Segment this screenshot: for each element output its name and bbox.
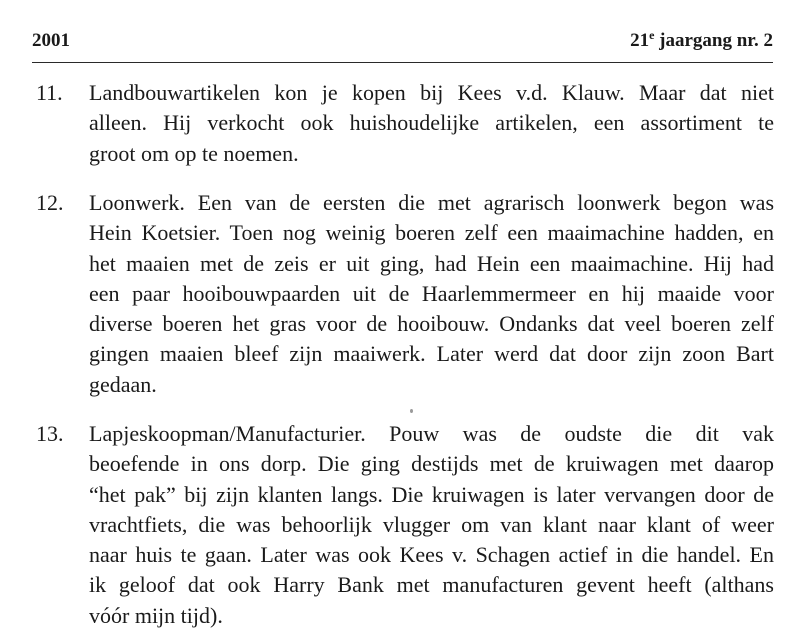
text-line: Lapjeskoopman/Manufacturier. Pouw was de oudste die dit vak: [89, 421, 774, 446]
text-line: beoefende in ons dorp. Die ging destijds met de kruiwagen met daarop: [89, 451, 774, 477]
header-year: 2001: [32, 30, 70, 51]
text-line: alleen. Hij verkocht ook huishoudelijke artikelen, een assortiment te: [89, 110, 774, 136]
text-line: “het pak” bij zijn klanten langs. Die kruiwagen is later vervangen door de: [89, 481, 774, 507]
scan-speck: [410, 409, 413, 413]
text-line: gingen maaien bleef zijn maaiwerk. Later werd dat door zijn zoon Bart: [89, 341, 774, 367]
text-line: gedaan.: [89, 371, 157, 397]
item-number: 12.: [36, 190, 64, 215]
item-number: 11.: [36, 80, 63, 105]
text-line: Loonwerk. Een van de eersten die met agrarisch loonwerk begon was: [89, 190, 774, 215]
issue-superscript: e: [649, 28, 655, 42]
item-text: [89, 419, 774, 631]
text-line: het maaien met de zeis er uit ging, had Hein een maaimachine. Hij had: [89, 250, 774, 276]
item-number: 13.: [36, 421, 64, 446]
text-line: vrachtfiets, die was behoorlijk vlugger om van klant naar klant of weer: [89, 511, 774, 537]
text-line: Hein Koetsier. Toen nog weinig boeren zelf een maaimachine hadden, en: [89, 220, 774, 246]
issue-number: 21: [630, 30, 650, 51]
header-issue: [630, 30, 773, 52]
text-line: ik geloof dat ook Harry Bank met manufacturen gevent heeft (althans: [89, 572, 774, 598]
text-line: groot om op te noemen.: [89, 140, 299, 166]
item-text: [89, 188, 774, 400]
text-line: naar huis te gaan. Later was ook Kees v. Schagen actief in die handel. En: [89, 542, 774, 568]
issue-label: jaargang nr. 2: [654, 30, 773, 51]
item-text: [89, 78, 774, 169]
text-line: vóór mijn tijd).: [89, 602, 223, 628]
text-line: Landbouwartikelen kon je kopen bij Kees v.d. Klauw. Maar dat niet: [89, 80, 774, 105]
page-header: [32, 30, 773, 58]
text-line: diverse boeren het gras voor de hooibouw. Ondanks dat veel boeren zelf: [89, 311, 774, 337]
header-divider: [32, 62, 773, 63]
text-line: een paar hooibouwpaarden uit de Haarlemmermeer en hij maaide voor: [89, 280, 774, 306]
